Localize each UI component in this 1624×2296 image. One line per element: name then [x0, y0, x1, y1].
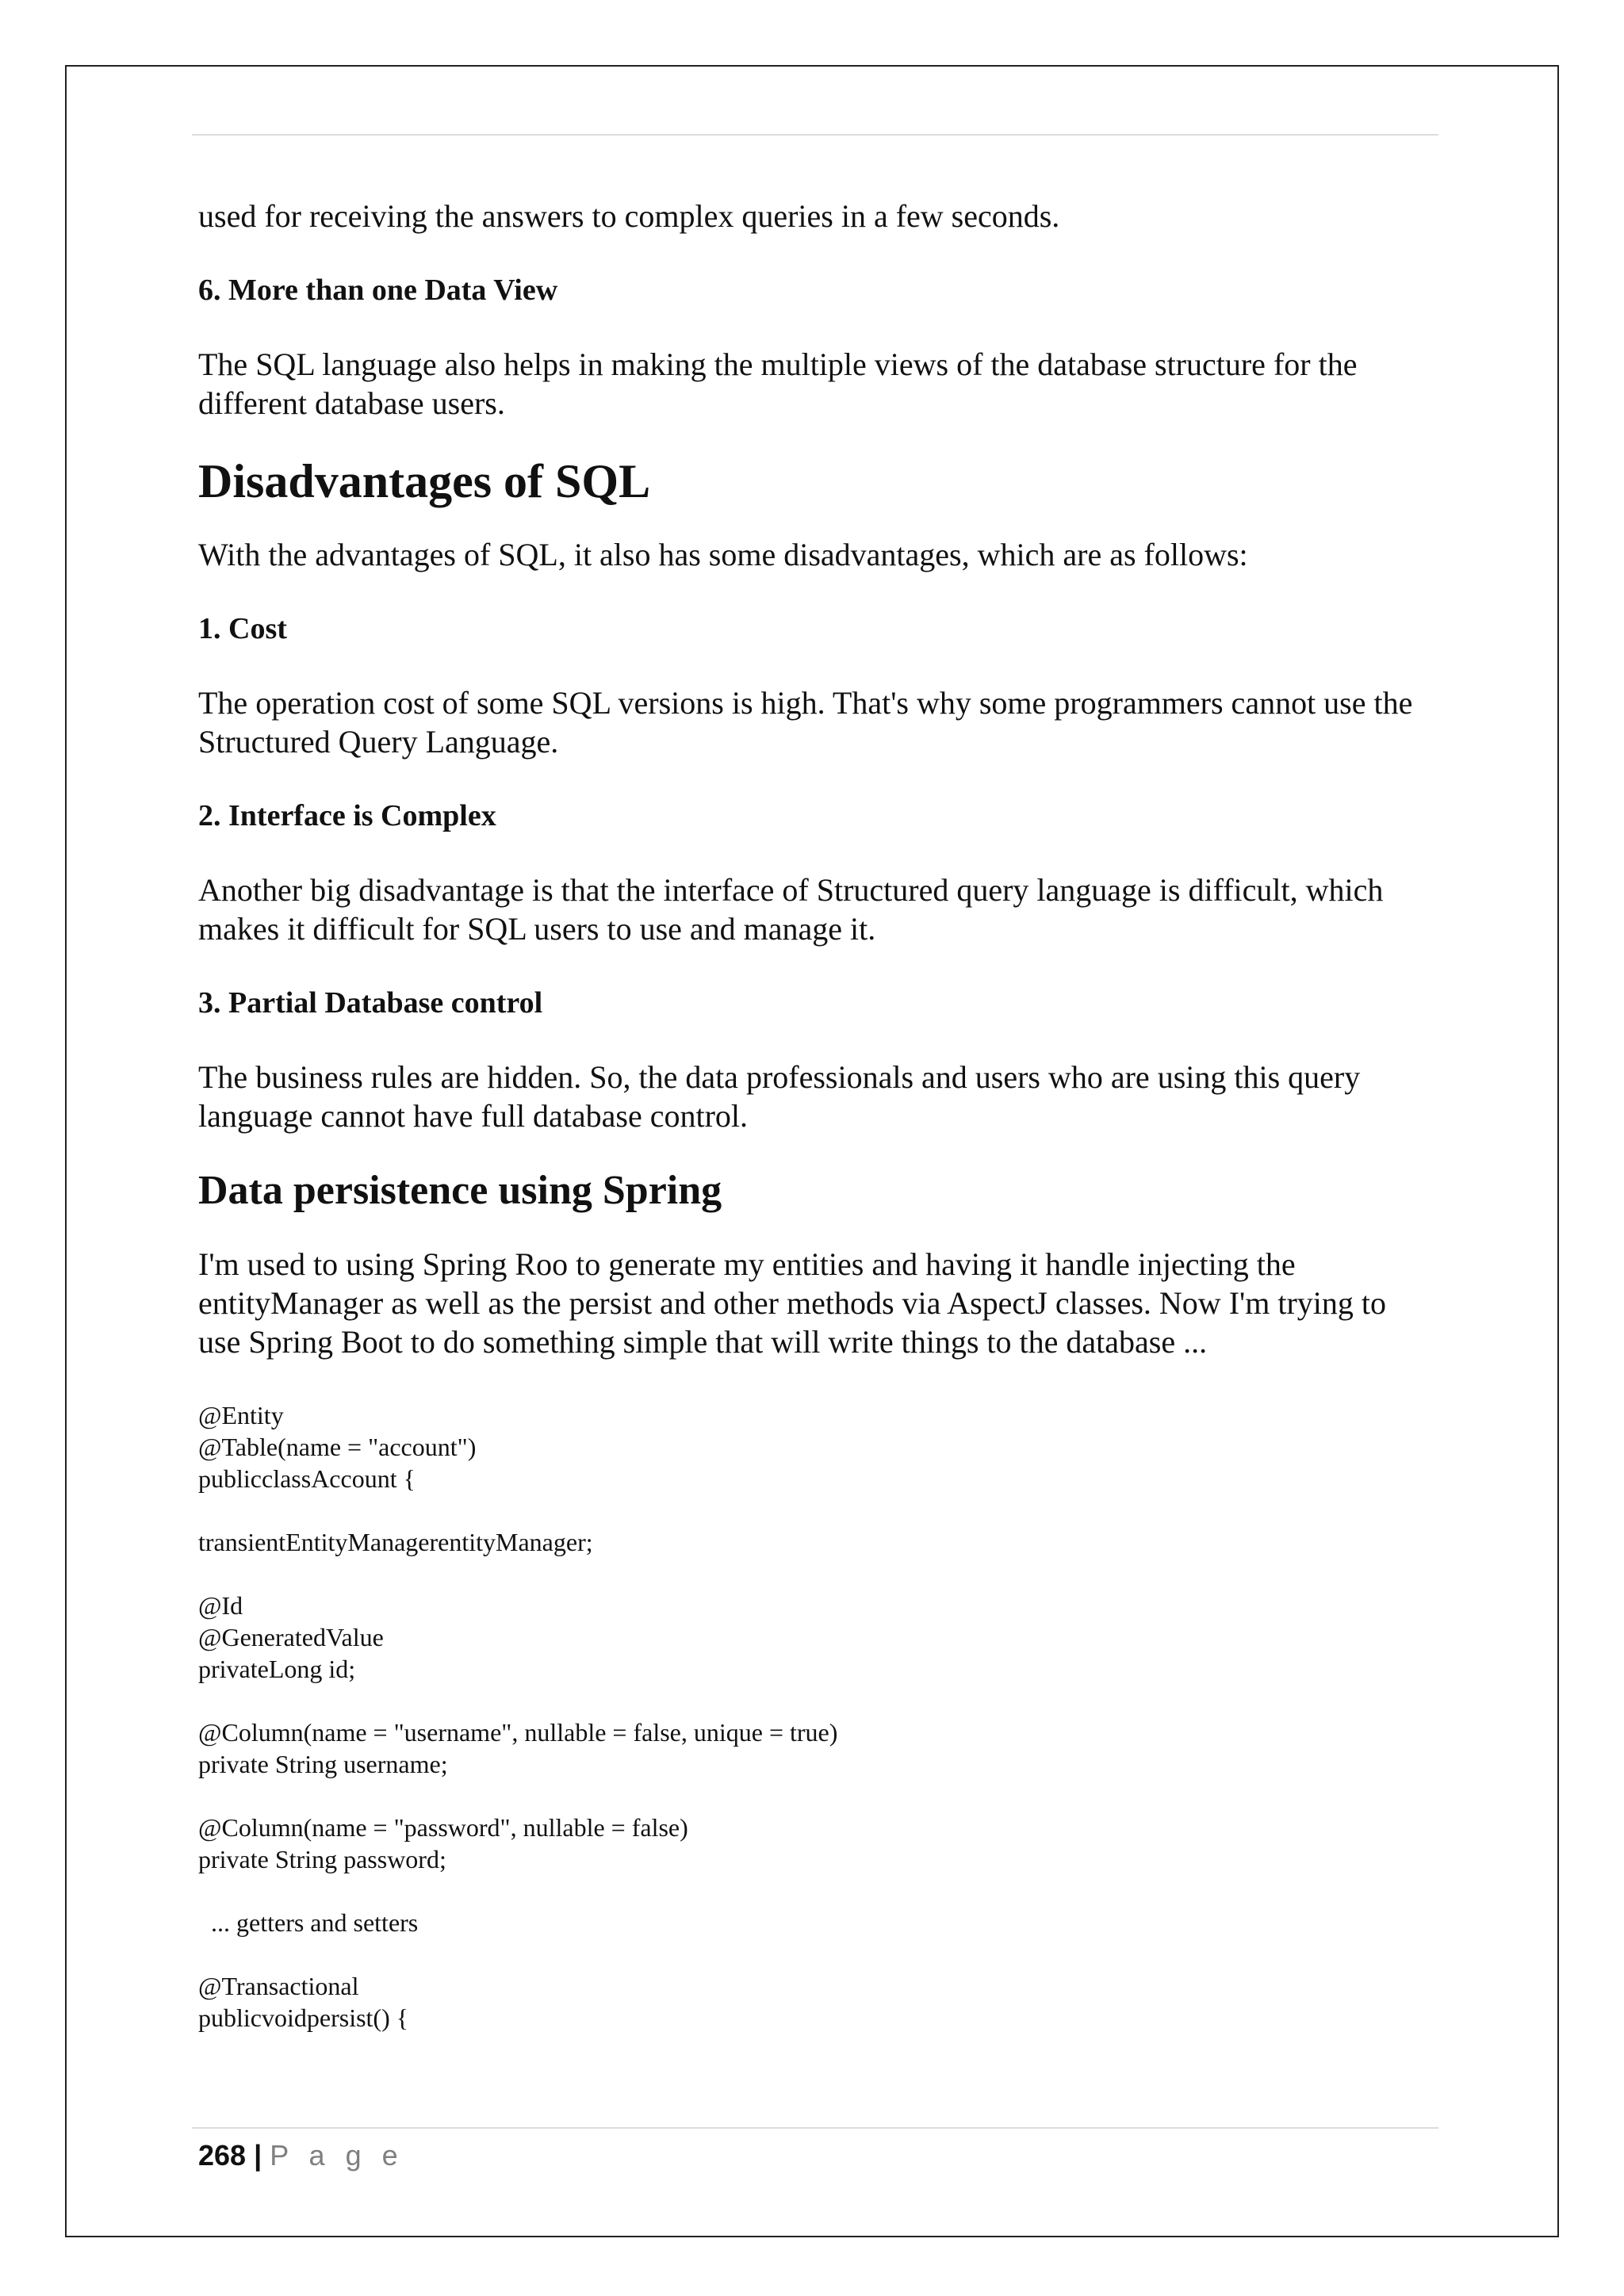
page-number: 268 — [198, 2139, 247, 2172]
heading-data-view: 6. More than one Data View — [198, 274, 558, 307]
header-rule — [192, 134, 1438, 136]
code-line: @Table(name = "account") — [198, 1433, 477, 1461]
paragraph-partial-control: The business rules are hidden. So, the data professionals and users who are using this query language cannot have full database control. — [198, 1059, 1361, 1134]
code-line: transientEntityManagerentityManager; — [198, 1528, 593, 1556]
code-line: publicclassAccount { — [198, 1464, 416, 1493]
code-line: @Transactional — [198, 1972, 359, 2000]
code-line: privateLong id; — [198, 1655, 356, 1683]
code-line: @GeneratedValue — [198, 1623, 384, 1651]
code-line: @Column(name = "password", nullable = false) — [198, 1813, 688, 1842]
code-line: @Entity — [198, 1401, 284, 1429]
code-line: @Column(name = "username", nullable = false, unique = true) — [198, 1718, 838, 1747]
code-line: private String username; — [198, 1750, 448, 1778]
footer-rule — [192, 2127, 1438, 2129]
paragraph-data-view: The SQL language also helps in making the multiple views of the database structure for the different database users. — [198, 346, 1358, 421]
paragraph-spring-persistence: I'm used to using Spring Roo to generate my entities and having it handle injecting the entityManager as well as the persist and other methods via AspectJ classes. Now I'm trying to use Spring Boot to do something simple that will write things to the database ... — [198, 1246, 1386, 1360]
heading-spring-persistence: Data persistence using Spring — [198, 1168, 722, 1213]
page-label: P a g e — [270, 2139, 404, 2172]
code-line: private String password; — [198, 1845, 446, 1873]
heading-interface: 2. Interface is Complex — [198, 799, 496, 832]
footer-separator: | — [254, 2139, 262, 2172]
heading-partial-control: 3. Partial Database control — [198, 986, 543, 1020]
code-line: ... getters and setters — [198, 1908, 419, 1937]
code-listing — [198, 1399, 1435, 2034]
code-line: @Id — [198, 1591, 243, 1620]
heading-disadvantages: Disadvantages of SQL — [198, 455, 651, 507]
paragraph-disadvantages: With the advantages of SQL, it also has some disadvantages, which are as follows: — [198, 537, 1248, 572]
code-line: publicvoidpersist() { — [198, 2003, 409, 2032]
intro-continuation: used for receiving the answers to complex queries in a few seconds. — [198, 198, 1060, 234]
paragraph-interface: Another big disadvantage is that the interface of Structured query language is difficult, which makes it difficult for SQL users to use and manage it. — [198, 872, 1384, 947]
paragraph-cost: The operation cost of some SQL versions is high. That's why some programmers cannot use the Structured Query Language. — [198, 685, 1413, 760]
page-footer — [198, 2138, 404, 2173]
heading-cost: 1. Cost — [198, 612, 287, 645]
page-content — [198, 197, 1435, 2034]
